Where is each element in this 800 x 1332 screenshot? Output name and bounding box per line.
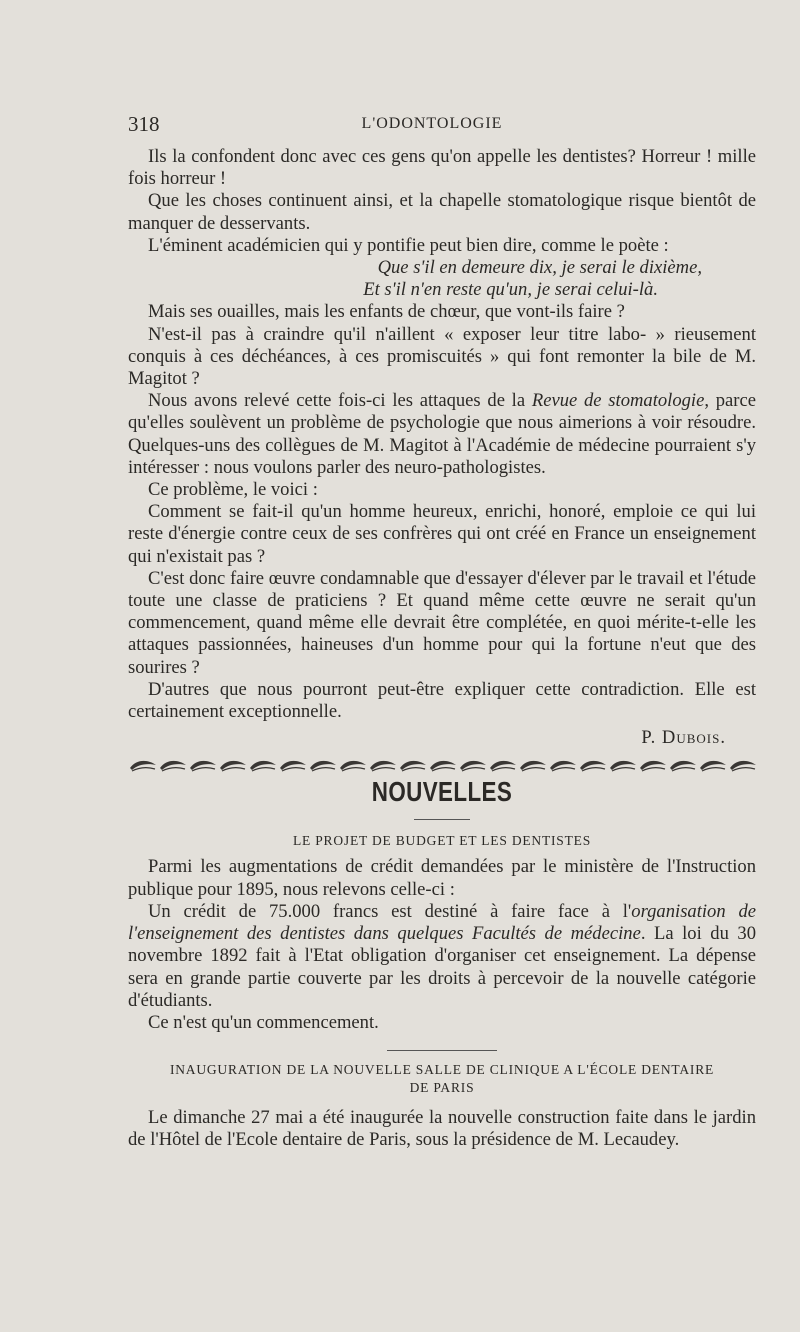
paragraph: Comment se fait-il qu'un homme heureux, enrichi, honoré, emploie ce qui lui reste d'énergie contre ceux de ses confrères qui ont créé en France un enseignement qui n'existait pas ? — [128, 501, 756, 567]
signature: P. Dubois. — [641, 727, 726, 749]
section-rule — [387, 1050, 497, 1051]
section-title: NOUVELLES — [371, 776, 513, 808]
paragraph: D'autres que nous pourront peut-être expliquer cette contradiction. Elle est certainement exceptionnelle. — [128, 678, 756, 723]
paragraph: Ils la confondent donc avec ces gens qu'on appelle les dentistes? Horreur ! mille fois horreur ! — [128, 146, 756, 190]
ornamental-divider — [128, 757, 756, 773]
paragraph: N'est-il pas à craindre qu'il n'aillent « exposer leur titre labo- » rieusement conquis à ces déchéances, à ces promiscuités » qui font remonter la bile de M. Magitot ? — [128, 323, 756, 390]
verse-line: Que s'il en demeure dix, je serai le dixième, — [377, 257, 702, 279]
page-number: 318 — [128, 112, 160, 136]
paragraph: Parmi les augmentations de crédit demandées par le ministère de l'Instruction publique pour 1895, nous relevons celle-ci : — [128, 856, 756, 900]
emphasis: organisation de l'enseignement des dentistes dans quelques Facultés de médecine — [128, 900, 757, 945]
page-body — [128, 146, 756, 1152]
running-title: L'ODONTOLOGIE — [361, 115, 503, 132]
text-run: Un crédit de 75.000 francs est destiné à faire face à l' — [148, 900, 632, 922]
paragraph: Mais ses ouailles, mais les enfants de chœur, que vont-ils faire ? — [148, 301, 625, 323]
paragraph: Ce n'est qu'un commencement. — [148, 1011, 379, 1033]
journal-title: Revue de stomatologie — [531, 390, 705, 412]
paragraph-credit — [128, 901, 756, 1012]
paragraph: L'éminent académicien qui y pontifie peut bien dire, comme le poète : — [148, 234, 669, 256]
heading-line: INAUGURATION DE LA NOUVELLE SALLE DE CLINIQUE A L'ÉCOLE DENTAIRE — [169, 1062, 715, 1078]
paragraph: Le dimanche 27 mai a été inaugurée la nouvelle construction faite dans le jardin de l'Hôtel de l'Ecole dentaire de Paris, sous la présidence de M. Lecaudey. — [128, 1107, 756, 1151]
news-heading-budget: LE PROJET DE BUDGET ET LES DENTISTES — [292, 833, 592, 849]
paragraph: Que les choses continuent ainsi, et la chapelle stomatologique risque bientôt de manquer de desservants. — [128, 190, 756, 234]
paragraph: C'est donc faire œuvre condamnable que d'essayer d'élever par le travail et l'étude toute une classe de praticiens ? Et quand même cette œuvre ne serait qu'un commencement, quand même elle devrait être complétée, en quoi mérite-t-elle les attaques passionnées, haineuses d'un homme pour qui la fortune n'eut que des sourires ? — [128, 567, 756, 678]
paragraph: Ce problème, le voici : — [148, 479, 318, 501]
heading-line: DE PARIS — [409, 1080, 475, 1096]
verse-line: Et s'il n'en reste qu'un, je serai celui-là. — [363, 279, 658, 301]
text-run: Nous avons relevé cette fois-ci les attaques de la — [148, 390, 532, 412]
news-heading-inauguration — [128, 1061, 756, 1097]
text-run: . La loi du 30 novembre 1892 fait à l'Etat obligation d'organiser cet enseignement. La dépense sera en grande partie couverte par les droits à percevoir de la nouvelle catégorie d'étudiants. — [128, 923, 757, 1011]
page-header — [128, 112, 736, 142]
text-run: , parce qu'elles soulèvent un problème de psychologie que nous aimerions à voir résoudre. Quelques-uns des collègues de M. Magitot à l'Académie de médecine pourraient s'y intéresser : nous voulons parler des neuro-pathologistes. — [128, 390, 756, 478]
title-rule — [414, 819, 470, 820]
paragraph-revue — [128, 390, 756, 479]
